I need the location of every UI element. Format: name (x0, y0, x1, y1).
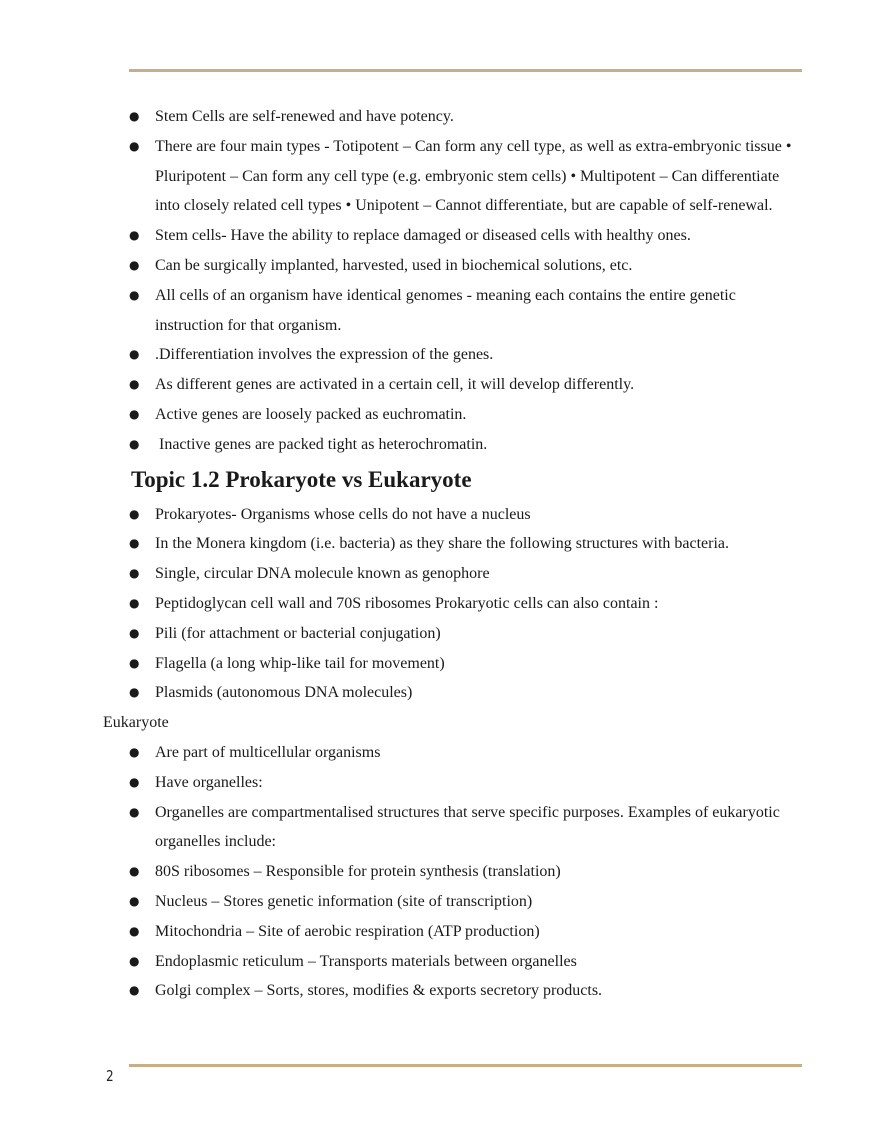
page-content (0, 102, 880, 1006)
list-item: ● As different genes are activated in a certain cell, it will develop differently. (155, 370, 795, 400)
list-item: ● Stem cells- Have the ability to replace damaged or diseased cells with healthy ones. (155, 221, 795, 251)
list-item: ● Flagella (a long whip-like tail for movement) (155, 649, 795, 679)
list-item: ● .Differentiation involves the expression of the genes. (155, 340, 795, 370)
header-rule (129, 69, 802, 72)
topic-heading: Topic 1.2 Prokaryote vs Eukaryote (131, 466, 472, 492)
list-item: ● Have organelles: (155, 768, 795, 798)
prokaryote-list (0, 500, 880, 709)
list-item: ● In the Monera kingdom (i.e. bacteria) as they share the following structures with bacteria. (155, 529, 795, 559)
page-number: 2 (106, 1067, 114, 1085)
list-item: ● Are part of multicellular organisms (155, 738, 795, 768)
list-item: ● 80S ribosomes – Responsible for protein synthesis (translation) (155, 857, 795, 887)
list-item: ● There are four main types - Totipotent – Can form any cell type, as well as extra-embryonic tissue • Pluripotent – Can form any cell type (e.g. embryonic stem cells) • Multipotent – Can differentiate into closely related cell types • Unipotent – Cannot differentiate, but are capable of self-renewal. (155, 132, 795, 221)
list-item: ● Mitochondria – Site of aerobic respiration (ATP production) (155, 917, 795, 947)
list-item: ● Active genes are loosely packed as euchromatin. (155, 400, 795, 430)
list-item: ● Can be surgically implanted, harvested, used in biochemical solutions, etc. (155, 251, 795, 281)
list-item: ● Organelles are compartmentalised structures that serve specific purposes. Examples of eukaryotic organelles include: (155, 798, 795, 858)
list-item: ● Nucleus – Stores genetic information (site of transcription) (155, 887, 795, 917)
list-item: ● Golgi complex – Sorts, stores, modifies & exports secretory products. (155, 976, 795, 1006)
list-item: ● Inactive genes are packed tight as heterochromatin. (155, 430, 795, 460)
list-item: ● Single, circular DNA molecule known as genophore (155, 559, 795, 589)
list-item: ● Stem Cells are self-renewed and have potency. (155, 102, 795, 132)
list-item: ● Peptidoglycan cell wall and 70S ribosomes Prokaryotic cells can also contain : (155, 589, 795, 619)
list-item: ● Endoplasmic reticulum – Transports materials between organelles (155, 947, 795, 977)
eukaryote-list (0, 738, 880, 1006)
eukaryote-label: Eukaryote (103, 714, 169, 732)
list-item: ● Pili (for attachment or bacterial conjugation) (155, 619, 795, 649)
list-item: ● Prokaryotes- Organisms whose cells do not have a nucleus (155, 500, 795, 530)
list-item: ● All cells of an organism have identical genomes - meaning each contains the entire genetic instruction for that organism. (155, 281, 795, 341)
stem-cell-list (0, 102, 880, 460)
list-item: ● Plasmids (autonomous DNA molecules) (155, 678, 795, 708)
footer-rule (129, 1064, 802, 1067)
